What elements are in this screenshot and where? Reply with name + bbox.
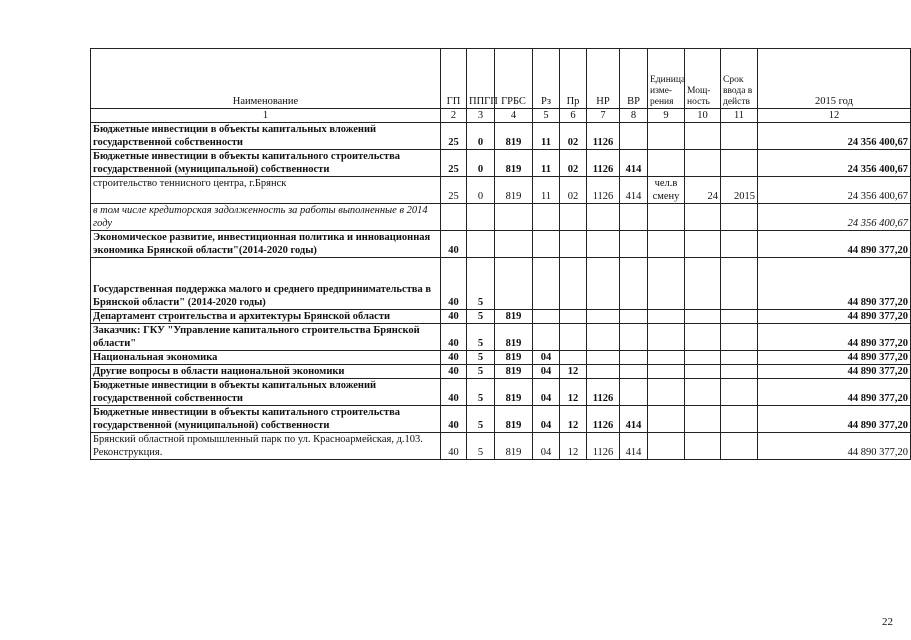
table-row: [91, 351, 911, 365]
cell-grbs: [495, 204, 533, 231]
col-number: 8: [620, 109, 648, 123]
cell-power: [685, 258, 721, 310]
cell-unit: [648, 324, 685, 351]
cell-term: [721, 351, 758, 365]
cell-vr: 414: [620, 433, 648, 460]
cell-term: [721, 123, 758, 150]
cell-unit: [648, 231, 685, 258]
cell-pr: 12: [560, 433, 587, 460]
cell-amount: 44 890 377,20: [758, 351, 911, 365]
cell-nr: 1126: [587, 433, 620, 460]
table-row: [91, 123, 911, 150]
col-number: 2: [441, 109, 467, 123]
cell-unit: [648, 433, 685, 460]
col-number: 10: [685, 109, 721, 123]
cell-gp: 40: [441, 258, 467, 310]
cell-ppgp: 5: [467, 258, 495, 310]
cell-amount: 44 890 377,20: [758, 365, 911, 379]
table-row: [91, 204, 911, 231]
cell-unit: [648, 365, 685, 379]
cell-ppgp: 5: [467, 324, 495, 351]
cell-amount: 44 890 377,20: [758, 231, 911, 258]
cell-term: [721, 258, 758, 310]
cell-rz: 11: [533, 123, 560, 150]
cell-pr: [560, 231, 587, 258]
cell-pr: [560, 258, 587, 310]
cell-pr: [560, 310, 587, 324]
cell-rz: 11: [533, 150, 560, 177]
cell-ppgp: [467, 231, 495, 258]
cell-grbs: 819: [495, 150, 533, 177]
cell-rz: 04: [533, 365, 560, 379]
cell-amount: 44 890 377,20: [758, 324, 911, 351]
cell-amount: 44 890 377,20: [758, 433, 911, 460]
cell-unit: [648, 123, 685, 150]
cell-power: [685, 310, 721, 324]
col-header-gp: ГП: [441, 49, 467, 109]
cell-vr: [620, 379, 648, 406]
cell-grbs: 819: [495, 365, 533, 379]
col-number: 5: [533, 109, 560, 123]
cell-nr: [587, 231, 620, 258]
header-row: [91, 49, 911, 109]
row-name: строительство теннисного центра, г.Брянск: [91, 177, 441, 204]
col-header-vr: ВР: [620, 49, 648, 109]
col-header-ppgp: ППГП: [467, 49, 495, 109]
cell-nr: 1126: [587, 379, 620, 406]
cell-term: [721, 310, 758, 324]
cell-ppgp: 5: [467, 365, 495, 379]
cell-rz: 04: [533, 379, 560, 406]
cell-pr: [560, 324, 587, 351]
row-name: Бюджетные инвестиции в объекты капитального строительства государственной (муниципальной) собственности: [91, 150, 441, 177]
cell-ppgp: 5: [467, 406, 495, 433]
col-number: 9: [648, 109, 685, 123]
cell-grbs: 819: [495, 406, 533, 433]
cell-term: [721, 365, 758, 379]
row-name: Государственная поддержка малого и среднего предпринимательства в Брянской области" (2014-2020 годы): [91, 258, 441, 310]
cell-vr: [620, 123, 648, 150]
cell-rz: [533, 231, 560, 258]
cell-gp: 40: [441, 379, 467, 406]
cell-gp: [441, 204, 467, 231]
cell-grbs: 819: [495, 433, 533, 460]
col-header-power: Мощ-ность: [685, 49, 721, 109]
cell-ppgp: [467, 204, 495, 231]
col-header-unit: Единица изме-рения: [648, 49, 685, 109]
page-number: 22: [882, 616, 893, 628]
cell-power: [685, 433, 721, 460]
cell-pr: [560, 351, 587, 365]
table-row: [91, 433, 911, 460]
row-name: Брянский областной промышленный парк по ул. Красноармейская, д.103. Реконструкция.: [91, 433, 441, 460]
cell-rz: 04: [533, 406, 560, 433]
cell-gp: 40: [441, 351, 467, 365]
row-name: Национальная экономика: [91, 351, 441, 365]
cell-unit: [648, 310, 685, 324]
cell-power: [685, 231, 721, 258]
cell-power: [685, 123, 721, 150]
col-number: 4: [495, 109, 533, 123]
cell-gp: 25: [441, 177, 467, 204]
cell-nr: [587, 310, 620, 324]
row-name: Экономическое развитие, инвестиционная политика и инновационная экономика Брянской области"(2014-2020 годы): [91, 231, 441, 258]
cell-rz: [533, 258, 560, 310]
cell-grbs: 819: [495, 351, 533, 365]
cell-rz: [533, 204, 560, 231]
cell-pr: 02: [560, 150, 587, 177]
cell-grbs: [495, 231, 533, 258]
row-name: Другие вопросы в области национальной экономики: [91, 365, 441, 379]
cell-amount: 24 356 400,67: [758, 150, 911, 177]
cell-gp: 40: [441, 365, 467, 379]
cell-ppgp: 5: [467, 433, 495, 460]
cell-gp: 40: [441, 433, 467, 460]
cell-term: [721, 324, 758, 351]
cell-power: [685, 351, 721, 365]
cell-unit: [648, 204, 685, 231]
cell-nr: [587, 204, 620, 231]
column-number-row: [91, 109, 911, 123]
cell-gp: 40: [441, 231, 467, 258]
table-row: [91, 177, 911, 204]
cell-ppgp: 0: [467, 123, 495, 150]
cell-grbs: [495, 258, 533, 310]
table-row: [91, 324, 911, 351]
cell-amount: 44 890 377,20: [758, 258, 911, 310]
cell-nr: 1126: [587, 150, 620, 177]
cell-power: [685, 150, 721, 177]
cell-grbs: 819: [495, 379, 533, 406]
cell-amount: 44 890 377,20: [758, 406, 911, 433]
cell-vr: [620, 204, 648, 231]
cell-power: [685, 204, 721, 231]
cell-nr: 1126: [587, 406, 620, 433]
col-header-term: Срок ввода в действ: [721, 49, 758, 109]
cell-nr: [587, 365, 620, 379]
cell-rz: 04: [533, 351, 560, 365]
col-header-pr: Пр: [560, 49, 587, 109]
cell-gp: 40: [441, 406, 467, 433]
cell-pr: 12: [560, 379, 587, 406]
col-number: 6: [560, 109, 587, 123]
cell-pr: 02: [560, 177, 587, 204]
cell-vr: 414: [620, 150, 648, 177]
cell-amount: 24 356 400,67: [758, 177, 911, 204]
cell-ppgp: 0: [467, 177, 495, 204]
col-header-year: 2015 год: [758, 49, 911, 109]
cell-vr: [620, 231, 648, 258]
table-row: [91, 258, 911, 310]
cell-pr: 12: [560, 365, 587, 379]
cell-vr: [620, 258, 648, 310]
cell-pr: 12: [560, 406, 587, 433]
row-name: Заказчик: ГКУ "Управление капитального строительства Брянской области": [91, 324, 441, 351]
cell-unit: [648, 406, 685, 433]
cell-gp: 25: [441, 123, 467, 150]
col-header-rz: Рз: [533, 49, 560, 109]
col-header-nr: НР: [587, 49, 620, 109]
col-number: 12: [758, 109, 911, 123]
cell-power: [685, 406, 721, 433]
cell-ppgp: 0: [467, 150, 495, 177]
cell-grbs: 819: [495, 324, 533, 351]
col-number: 11: [721, 109, 758, 123]
cell-rz: [533, 324, 560, 351]
cell-gp: 25: [441, 150, 467, 177]
table-row: [91, 379, 911, 406]
cell-term: [721, 406, 758, 433]
cell-pr: [560, 204, 587, 231]
cell-amount: 44 890 377,20: [758, 310, 911, 324]
cell-power: [685, 324, 721, 351]
col-number: 7: [587, 109, 620, 123]
cell-power: [685, 365, 721, 379]
cell-ppgp: 5: [467, 310, 495, 324]
cell-pr: 02: [560, 123, 587, 150]
cell-unit: чел.в смену: [648, 177, 685, 204]
cell-amount: 44 890 377,20: [758, 379, 911, 406]
row-name: Бюджетные инвестиции в объекты капитального строительства государственной (муниципальной) собственности: [91, 406, 441, 433]
cell-gp: 40: [441, 324, 467, 351]
table-row: [91, 150, 911, 177]
cell-grbs: 819: [495, 177, 533, 204]
cell-unit: [648, 258, 685, 310]
cell-amount: 24 356 400,67: [758, 204, 911, 231]
cell-ppgp: 5: [467, 351, 495, 365]
cell-vr: 414: [620, 177, 648, 204]
cell-nr: 1126: [587, 123, 620, 150]
cell-grbs: 819: [495, 310, 533, 324]
table-row: [91, 406, 911, 433]
col-number: 3: [467, 109, 495, 123]
cell-nr: 1126: [587, 177, 620, 204]
budget-table: [90, 48, 911, 460]
col-header-name: Наименование: [91, 49, 441, 109]
cell-nr: [587, 351, 620, 365]
cell-term: [721, 150, 758, 177]
row-name: Департамент строительства и архитектуры Брянской области: [91, 310, 441, 324]
cell-power: [685, 379, 721, 406]
table-row: [91, 310, 911, 324]
cell-vr: [620, 324, 648, 351]
col-header-grbs: ГРБС: [495, 49, 533, 109]
cell-vr: [620, 310, 648, 324]
cell-unit: [648, 150, 685, 177]
cell-term: 2015: [721, 177, 758, 204]
cell-nr: [587, 258, 620, 310]
table-row: [91, 365, 911, 379]
cell-term: [721, 379, 758, 406]
cell-nr: [587, 324, 620, 351]
cell-power: 24: [685, 177, 721, 204]
row-name: Бюджетные инвестиции в объекты капитальных вложений государственной собственности: [91, 123, 441, 150]
cell-vr: 414: [620, 406, 648, 433]
table-row: [91, 231, 911, 258]
cell-unit: [648, 379, 685, 406]
cell-rz: [533, 310, 560, 324]
cell-rz: 11: [533, 177, 560, 204]
cell-grbs: 819: [495, 123, 533, 150]
cell-rz: 04: [533, 433, 560, 460]
cell-vr: [620, 365, 648, 379]
cell-gp: 40: [441, 310, 467, 324]
cell-vr: [620, 351, 648, 365]
cell-unit: [648, 351, 685, 365]
cell-amount: 24 356 400,67: [758, 123, 911, 150]
col-number: 1: [91, 109, 441, 123]
cell-term: [721, 231, 758, 258]
row-name: в том числе кредиторская задолженность за работы выполненные в 2014 году: [91, 204, 441, 231]
cell-ppgp: 5: [467, 379, 495, 406]
row-name: Бюджетные инвестиции в объекты капитальных вложений государственной собственности: [91, 379, 441, 406]
cell-term: [721, 204, 758, 231]
cell-term: [721, 433, 758, 460]
